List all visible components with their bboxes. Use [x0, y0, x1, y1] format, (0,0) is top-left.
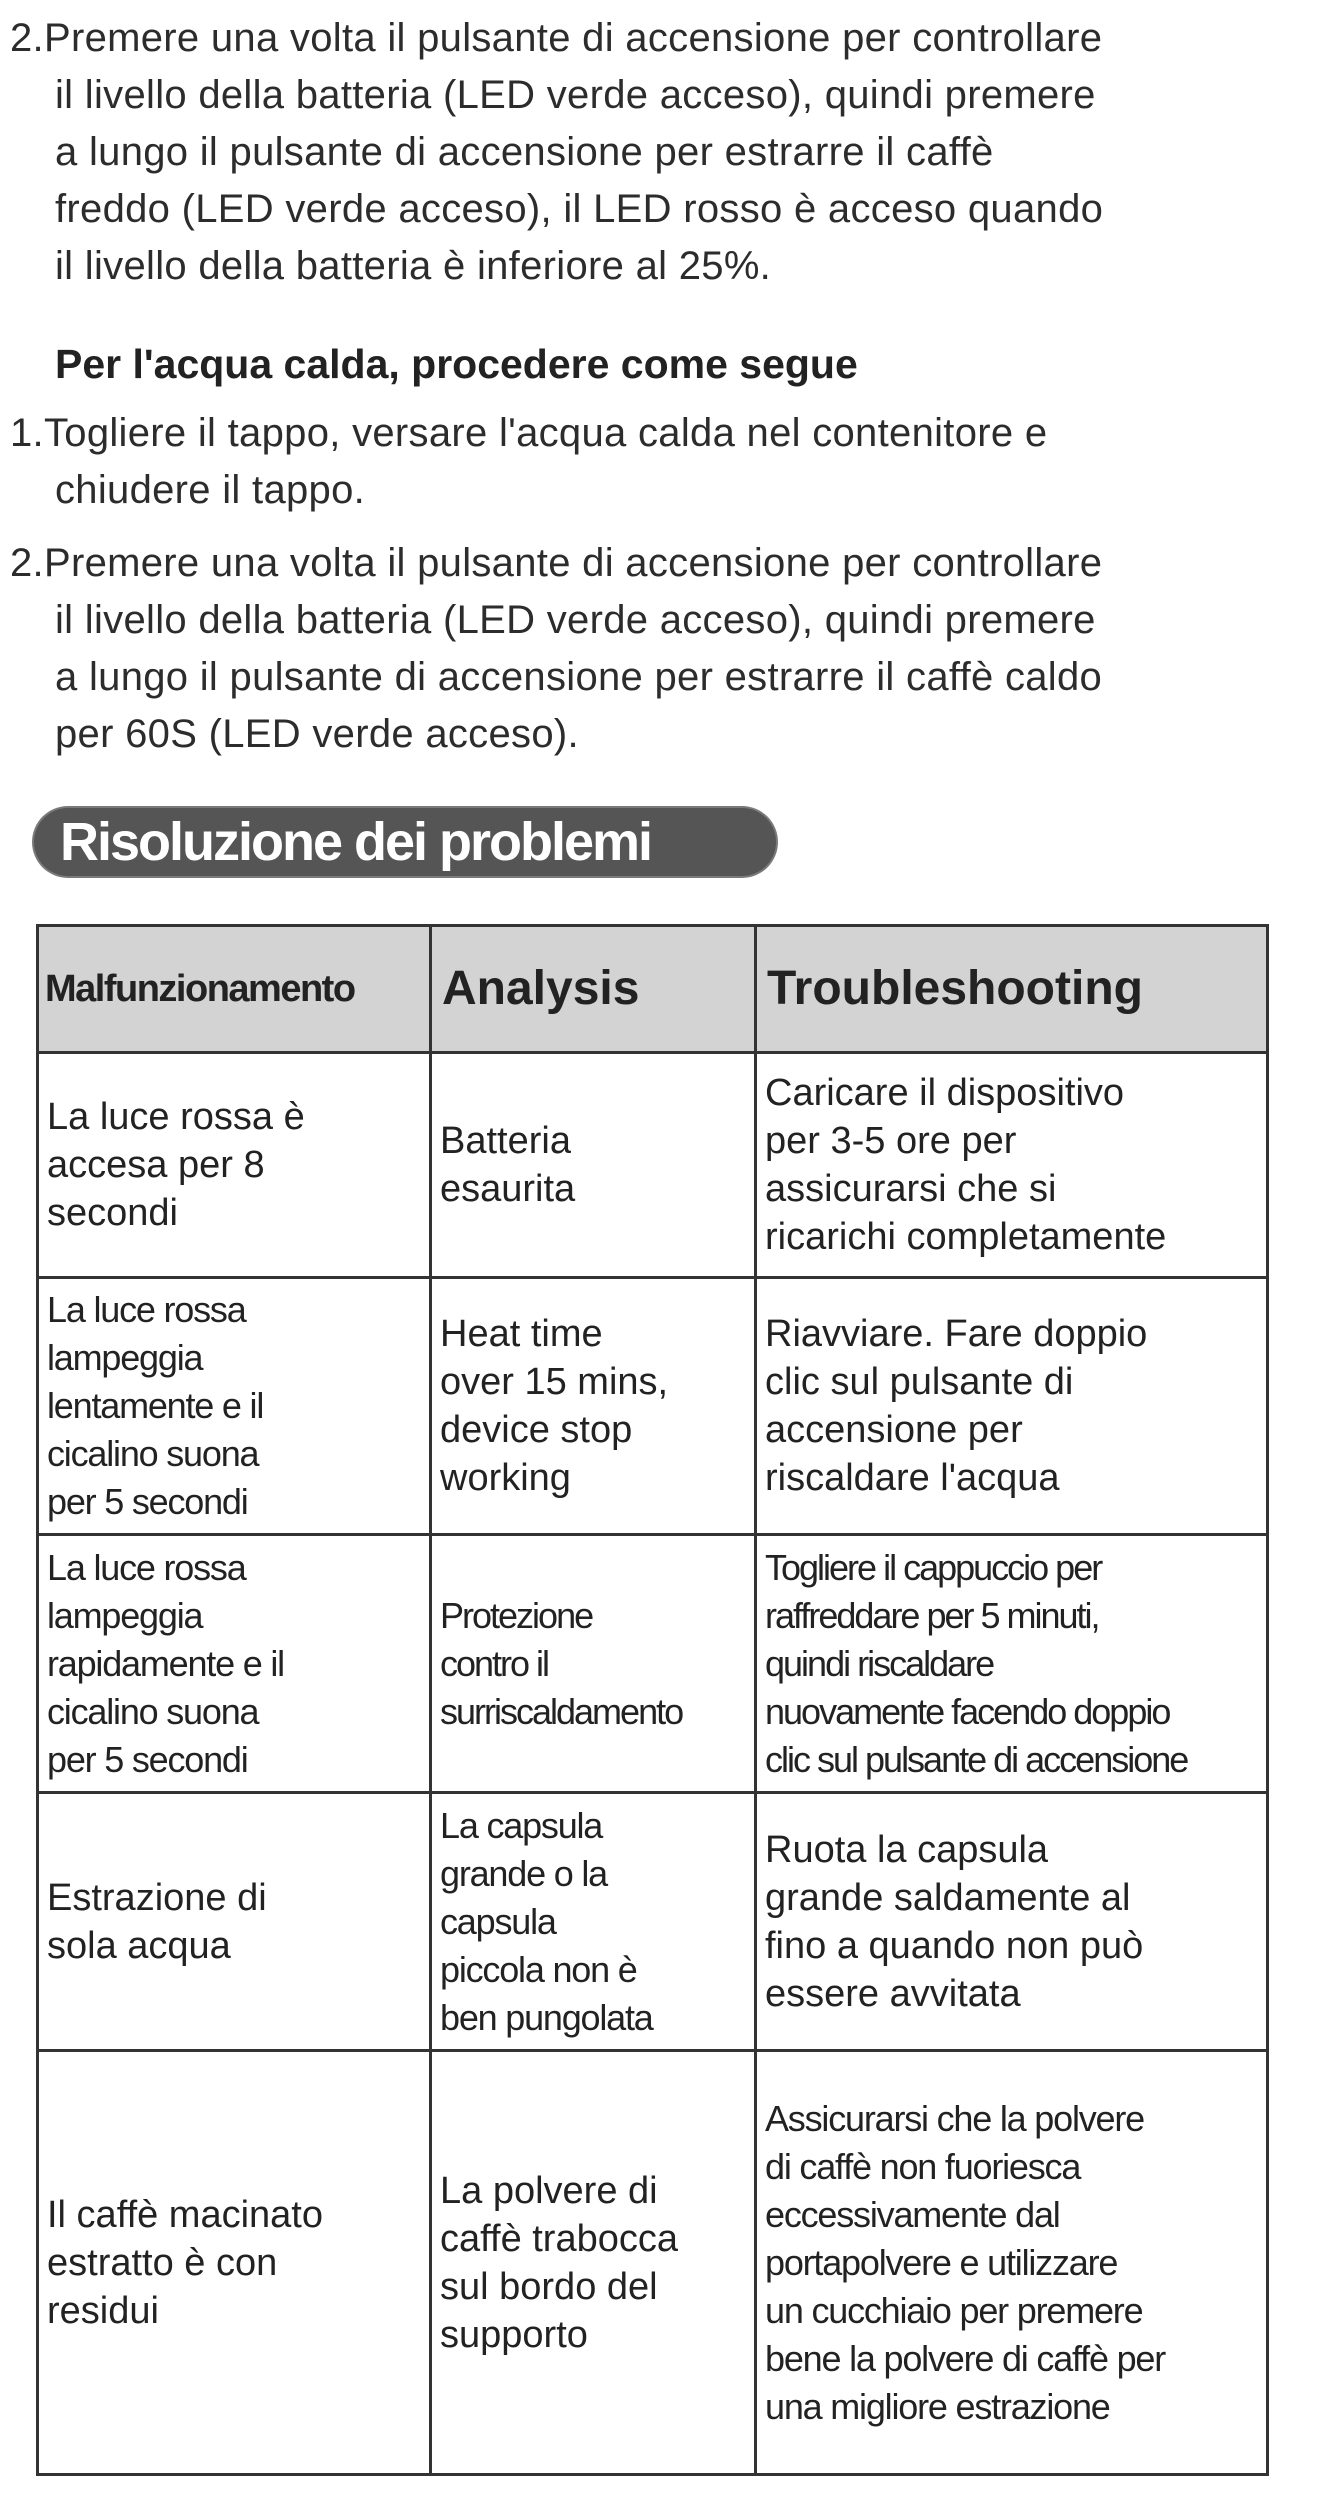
cell-text: cicalino suona — [47, 1690, 259, 1732]
cold-brew-step-2 — [10, 10, 1330, 295]
cell-text: clic sul pulsante di accensione — [765, 1738, 1188, 1780]
cell-text: clic sul pulsante di — [765, 1361, 1074, 1403]
problem-cell — [38, 1535, 431, 1793]
problem-cell — [38, 1793, 431, 2051]
analysis-cell — [431, 2051, 756, 2475]
problem-cell — [38, 2051, 431, 2475]
cell-text: Assicurarsi che la polvere — [765, 2097, 1144, 2139]
hot-water-step-1 — [10, 405, 1330, 519]
cell-text: contro il — [440, 1642, 549, 1684]
step-text: a lungo il pulsante di accensione per estrarre il caffè — [55, 130, 994, 174]
table-row — [38, 1278, 1268, 1535]
table-row — [38, 2051, 1268, 2475]
cell-text: Riavviare. Fare doppio — [765, 1313, 1148, 1355]
step-number: 1. — [10, 411, 44, 455]
cell-text: La luce rossa è — [47, 1096, 305, 1138]
cell-text: La polvere di — [440, 2169, 658, 2212]
step-line — [10, 405, 1330, 462]
solution-cell — [756, 1053, 1268, 1278]
cell-text: ben pungolata — [440, 1996, 653, 2038]
cell-text: fino a quando non può — [765, 1924, 1144, 1967]
cell-text: sul bordo del — [440, 2265, 658, 2308]
cell-text: working — [440, 1457, 571, 1499]
step-text: freddo (LED verde acceso), il LED rosso è acceso quando — [55, 187, 1104, 231]
step-line — [10, 10, 1330, 67]
solution-cell — [756, 1278, 1268, 1535]
cell-text: Heat time — [440, 1313, 603, 1355]
cell-text: capsula — [440, 1900, 556, 1942]
problem-cell — [38, 1053, 431, 1278]
cell-text: grande o la — [440, 1852, 607, 1894]
cell-text: per 5 secondi — [47, 1481, 248, 1522]
step-text: Premere una volta il pulsante di accensione per controllare — [43, 541, 1103, 585]
solution-cell — [756, 2051, 1268, 2475]
table-row — [38, 1793, 1268, 2051]
cell-text: lentamente e il — [47, 1385, 264, 1426]
analysis-cell — [431, 1793, 756, 2051]
step-text: il livello della batteria è inferiore al 25%. — [55, 244, 772, 288]
hot-water-heading: Per l'acqua calda, procedere come segue — [55, 341, 858, 387]
step-line — [10, 535, 1330, 592]
step-text: il livello della batteria (LED verde acceso), quindi premere — [55, 598, 1096, 642]
step-text: Togliere il tappo, versare l'acqua calda nel contenitore e — [43, 411, 1048, 455]
cell-text: grande saldamente al — [765, 1876, 1131, 1919]
cell-text: caffè trabocca — [440, 2217, 679, 2260]
cell-text: un cucchiaio per premere — [765, 2289, 1143, 2331]
cell-text: Protezione — [440, 1594, 593, 1636]
cell-text: supporto — [440, 2313, 588, 2356]
table-header-row — [38, 926, 1268, 1053]
cell-text: riscaldare l'acqua — [765, 1457, 1060, 1499]
cell-text: ricarichi completamente — [765, 1216, 1167, 1258]
cell-text: La capsula — [440, 1804, 603, 1846]
step-number: 2. — [10, 541, 44, 585]
cell-text: secondi — [47, 1192, 178, 1234]
cell-text: esaurita — [440, 1168, 576, 1210]
cell-text: lampeggia — [47, 1594, 203, 1636]
analysis-cell — [431, 1278, 756, 1535]
solution-cell — [756, 1793, 1268, 2051]
table-row — [38, 1535, 1268, 1793]
cell-text: piccola non è — [440, 1948, 637, 1990]
cell-text: assicurarsi che si — [765, 1168, 1057, 1210]
cell-text: accensione per — [765, 1409, 1023, 1451]
cell-text: residui — [47, 2289, 159, 2332]
cell-text: bene la polvere di caffè per — [765, 2337, 1166, 2379]
cell-text: Togliere il cappuccio per — [765, 1546, 1102, 1588]
cell-text: device stop — [440, 1409, 633, 1451]
cell-text: Ruota la capsula — [765, 1828, 1049, 1871]
cell-text: per 3-5 ore per — [765, 1120, 1017, 1162]
solution-cell — [756, 1535, 1268, 1793]
cell-text: nuovamente facendo doppio — [765, 1690, 1170, 1732]
step-text: chiudere il tappo. — [55, 468, 366, 512]
cell-text: Il caffè macinato — [47, 2193, 324, 2236]
cell-text: raffreddare per 5 minuti, — [765, 1594, 1099, 1636]
cell-text: Caricare il dispositivo — [765, 1072, 1125, 1114]
cell-text: lampeggia — [47, 1337, 203, 1378]
cell-text: portapolvere e utilizzare — [765, 2241, 1118, 2283]
header-troubleshooting: Troubleshooting — [756, 926, 1268, 1053]
analysis-cell — [431, 1053, 756, 1278]
cell-text: La luce rossa — [47, 1546, 246, 1588]
cell-text: una migliore estrazione — [765, 2385, 1110, 2427]
cell-text: estratto è con — [47, 2241, 278, 2284]
cell-text: over 15 mins, — [440, 1361, 669, 1403]
header-malfunction: Malfunzionamento — [38, 926, 431, 1053]
cell-text: cicalino suona — [47, 1433, 259, 1474]
cell-text: sola acqua — [47, 1924, 231, 1967]
step-text: a lungo il pulsante di accensione per estrarre il caffè caldo — [55, 655, 1103, 699]
table-row — [38, 1053, 1268, 1278]
step-text: per 60S (LED verde acceso). — [55, 712, 579, 756]
problem-cell — [38, 1278, 431, 1535]
cell-text: quindi riscaldare — [765, 1642, 994, 1684]
cell-text: accesa per 8 — [47, 1144, 265, 1186]
cell-text: eccessivamente dal — [765, 2193, 1060, 2235]
cell-text: per 5 secondi — [47, 1738, 248, 1780]
troubleshooting-table — [36, 924, 1269, 2476]
step-text: Premere una volta il pulsante di accensione per controllare — [43, 16, 1103, 60]
cell-text: Estrazione di — [47, 1876, 267, 1919]
cell-text: La luce rossa — [47, 1289, 246, 1330]
analysis-cell — [431, 1535, 756, 1793]
header-analysis: Analysis — [431, 926, 756, 1053]
hot-water-step-2 — [10, 535, 1330, 763]
section-title: Risoluzione dei problemi — [34, 808, 776, 876]
cell-text: rapidamente e il — [47, 1642, 284, 1684]
step-text: il livello della batteria (LED verde acceso), quindi premere — [55, 73, 1096, 117]
step-number: 2. — [10, 16, 44, 60]
cell-text: Batteria — [440, 1120, 571, 1162]
cell-text: di caffè non fuoriesca — [765, 2145, 1081, 2187]
cell-text: essere avvitata — [765, 1972, 1021, 2015]
cell-text: surriscaldamento — [440, 1690, 683, 1732]
